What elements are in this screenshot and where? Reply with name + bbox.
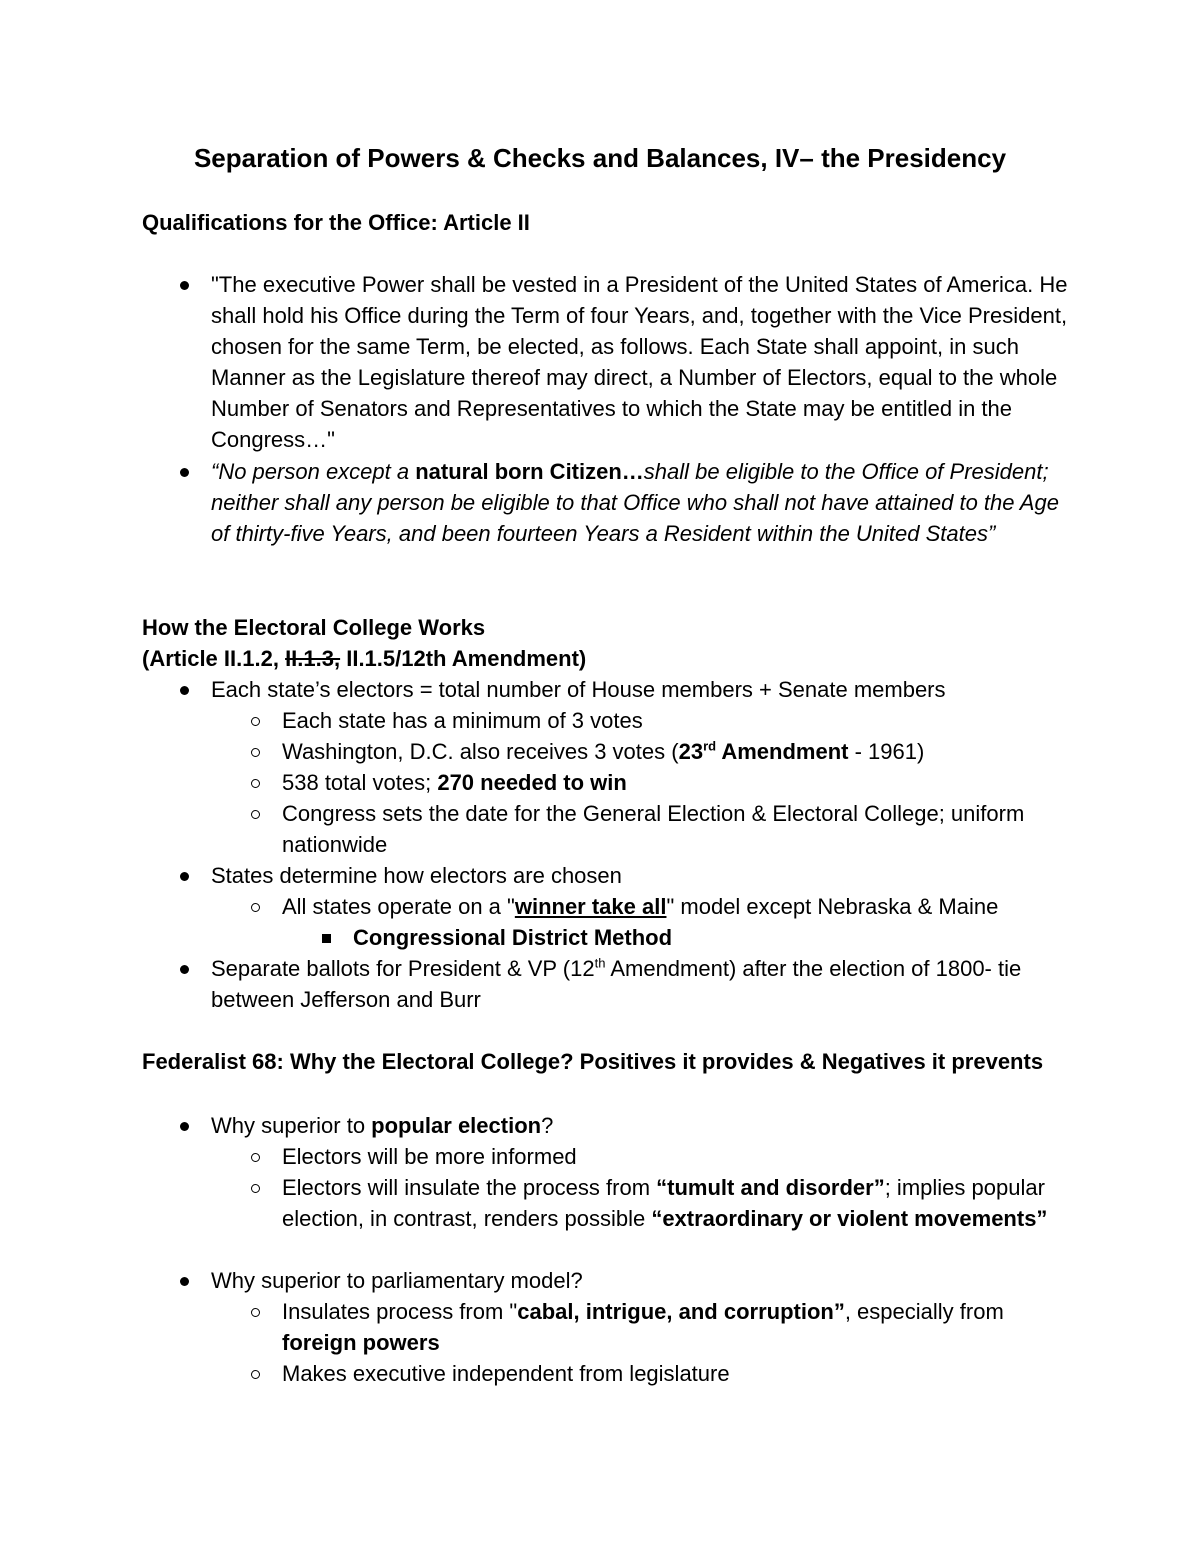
parliamentary-text: Why superior to parliamentary model? — [211, 1268, 583, 1293]
foreign-powers-text: foreign powers — [282, 1330, 440, 1355]
total-votes-pre: 538 total votes; — [282, 770, 438, 795]
votes-needed-text: 270 needed to win — [437, 770, 627, 795]
federalist-heading: Federalist 68: Why the Electoral College? Positives it provides & Negatives it prevents — [142, 1049, 1044, 1074]
list-item — [282, 1172, 1072, 1234]
informed-electors-text: Electors will be more informed — [282, 1144, 577, 1169]
separate-ballots-post: Amendment) after the election of 1800- tie between Jefferson and Burr — [211, 956, 1022, 1012]
popular-election-post: ? — [541, 1113, 554, 1138]
congress-date-text: Congress sets the date for the General Election & Electoral College; uniform nationwide — [282, 801, 1025, 857]
list-item — [282, 798, 1072, 860]
list-item — [353, 922, 1073, 953]
bullet-disc-icon — [174, 269, 194, 290]
tumult-text: “tumult and disorder” — [656, 1175, 885, 1200]
separate-ballots-pre: Separate ballots for President & VP (12 — [211, 956, 595, 981]
list-item — [211, 1265, 1071, 1296]
list-item — [211, 953, 1071, 1015]
dc-votes-post: - 1961) — [848, 739, 925, 764]
popular-election-text: popular election — [371, 1113, 542, 1138]
subheading-pre: (Article II.1.2, — [142, 646, 286, 671]
independent-executive-text: Makes executive independent from legislature — [282, 1361, 730, 1386]
natural-born-citizen-text: natural born Citizen… — [415, 459, 644, 484]
states-determine-text: States determine how electors are chosen — [211, 863, 622, 888]
insulate-mid: ; implies popular election, in contrast, renders possible — [282, 1175, 1045, 1231]
bullet-circle-icon — [245, 1172, 265, 1193]
amendment-word: Amendment — [716, 739, 849, 764]
list-item — [282, 767, 1072, 798]
list-item — [282, 891, 1072, 922]
bullet-square-icon — [316, 922, 336, 943]
electoral-college-heading: How the Electoral College Works — [142, 615, 486, 640]
bullet-circle-icon — [245, 736, 265, 757]
electors-total-text: Each state’s electors = total number of House members + Senate members — [211, 677, 946, 702]
dc-votes-pre: Washington, D.C. also receives 3 votes ( — [282, 739, 679, 764]
cabal-mid: , especially from — [844, 1299, 1004, 1324]
cabal-pre: Insulates process from " — [282, 1299, 518, 1324]
subheading-post: II.1.5/12th Amendment) — [340, 646, 587, 671]
bullet-circle-icon — [245, 798, 265, 819]
bullet-circle-icon — [245, 705, 265, 726]
winner-take-all-pre: All states operate on a " — [282, 894, 515, 919]
list-item — [211, 860, 1071, 891]
executive-power-quote: "The executive Power shall be vested in a President of the United States of America. He shall hold his Office during the Term of four Years, and, together with the Vice President, chosen for the same Term, be elected, as follows. Each State shall appoint, in such Manner as the Legislature thereof may direct, a Number of Electors, equal to the whole Number of Senators and Representatives to which the State may be entitled in the Congress…" — [211, 272, 1068, 452]
bullet-disc-icon — [174, 860, 194, 881]
bullet-circle-icon — [245, 1358, 265, 1379]
cabal-text: cabal, intrigue, and corruption” — [517, 1299, 845, 1324]
winner-take-all-post: " model except Nebraska & Maine — [666, 894, 999, 919]
bullet-disc-icon — [174, 1110, 194, 1131]
eligibility-quote-post: shall be eligible to the Office of President; neither shall any person be eligible to that Office who shall not have attained to the Age of thirty-five Years, and been fourteen Years a Resident within the United States” — [211, 459, 1059, 546]
list-item — [282, 1296, 1072, 1358]
bullet-disc-icon — [174, 1265, 194, 1286]
winner-take-all-text: winner take all — [514, 894, 667, 919]
bullet-circle-icon — [245, 1141, 265, 1162]
list-item — [282, 705, 1072, 736]
struck-citation: II.1.3, — [285, 646, 341, 671]
list-item — [211, 1110, 1071, 1141]
minimum-votes-text: Each state has a minimum of 3 votes — [282, 708, 643, 733]
bullet-disc-icon — [174, 674, 194, 695]
qualifications-heading: Qualifications for the Office: Article II — [142, 210, 530, 235]
bullet-circle-icon — [245, 767, 265, 788]
list-item — [211, 456, 1071, 549]
bullet-circle-icon — [245, 1296, 265, 1317]
district-method-text: Congressional District Method — [353, 925, 673, 950]
list-item — [211, 674, 1071, 705]
bullet-disc-icon — [174, 456, 194, 477]
eligibility-quote-pre: “No person except a — [211, 459, 416, 484]
amendment-number: 23 — [678, 739, 704, 764]
electoral-college-subheading — [142, 643, 1072, 674]
list-item — [282, 736, 1072, 767]
document-title: Separation of Powers & Checks and Balances, IV– the Presidency — [193, 143, 1007, 173]
list-item — [282, 1358, 1072, 1389]
bullet-disc-icon — [174, 953, 194, 974]
insulate-pre: Electors will insulate the process from — [282, 1175, 657, 1200]
ordinal-suffix: rd — [703, 738, 717, 754]
list-item — [282, 1141, 1072, 1172]
list-item — [211, 269, 1071, 455]
violent-movements-text: “extraordinary or violent movements” — [651, 1206, 1048, 1231]
ordinal-suffix: th — [594, 955, 606, 971]
popular-election-pre: Why superior to — [211, 1113, 372, 1138]
bullet-circle-icon — [245, 891, 265, 912]
